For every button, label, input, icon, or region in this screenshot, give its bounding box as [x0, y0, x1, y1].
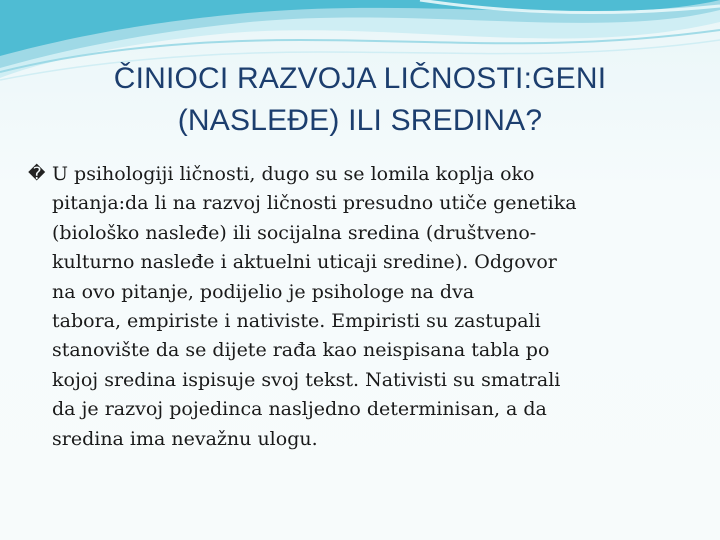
- paragraph-line: da je razvoj pojedinca nasljedno determinisan, a da: [52, 398, 547, 421]
- paragraph-line: U psihologiji ličnosti, dugo su se lomila koplja oko: [52, 163, 535, 185]
- slide-body: [28, 160, 688, 454]
- paragraph-line: pitanja:da li na razvoj ličnosti presudno utiče genetika: [52, 192, 577, 215]
- bullet-icon: �: [28, 164, 46, 184]
- bullet-item: [28, 160, 688, 454]
- paragraph-line: sredina ima nevažnu ulogu.: [52, 427, 318, 450]
- paragraph-line: kojoj sredina ispisuje svoj tekst. Nativisti su smatrali: [52, 368, 561, 391]
- title-line-1: ČINIOCI RAZVOJA LIČNOSTI:GENI: [113, 62, 607, 95]
- title-line-2: (NASLEĐE) ILI SREDINA?: [177, 104, 543, 137]
- bullet-paragraph: [52, 160, 688, 454]
- slide-title: [40, 58, 680, 142]
- paragraph-line: kulturno nasleđe i aktuelni uticaji sredine). Odgovor: [52, 251, 557, 274]
- paragraph-line: na ovo pitanje, podijelio je psihologe na dva: [52, 280, 475, 303]
- paragraph-line: tabora, empiriste i nativiste. Empiristi su zastupali: [52, 310, 541, 333]
- paragraph-line: stanovište da se dijete rađa kao neispisana tabla po: [52, 339, 550, 362]
- paragraph-line: (biološko nasleđe) ili socijalna sredina (društveno-: [52, 221, 537, 244]
